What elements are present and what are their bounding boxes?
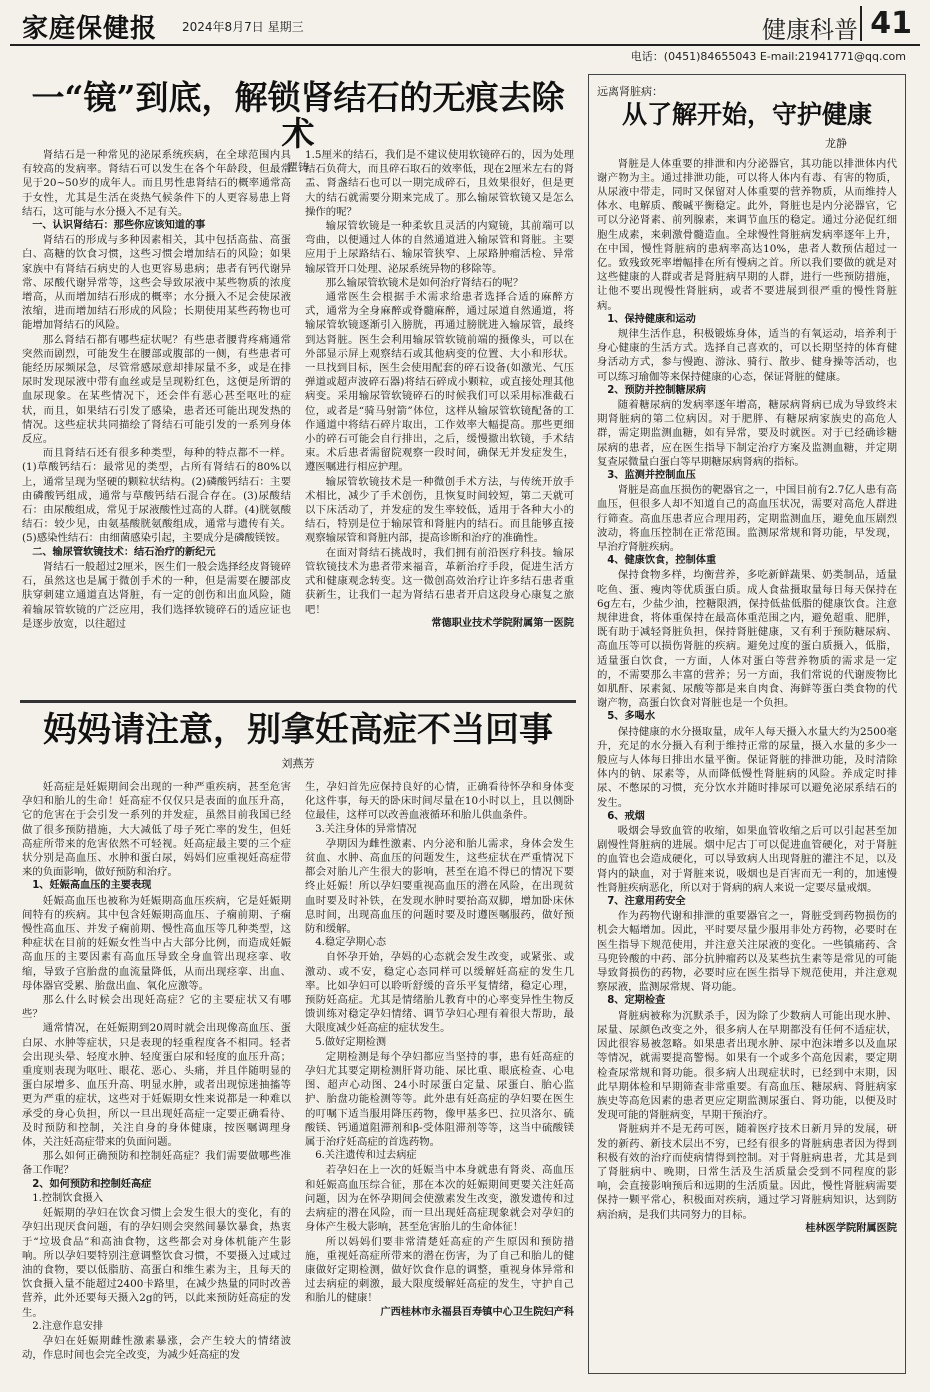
paragraph: 那么肾结石都有哪些症状呢？有些患者腰背疼痛通常突然而剧烈，可能发生在腰部或腹部的一侧，有些患者可能经历尿频尿急，尽管常感尿意却排尿量不多，或是在排尿时发现尿液中带有血丝或是呈现粉红色，这便是所谓的血尿现象。在某些情况下，还会伴有恶心甚至呕吐的症状，而且，如果结石引发了感染，患者还可能出现发热的情况。这些症状共同描绘了肾结石可能引发的一系列身体反应。: [22, 333, 291, 446]
paragraph: 保持食物多样，均衡营养，多吃新鲜蔬果、奶类制品，适量吃鱼、蛋、瘦肉等优质蛋白质。成人食盐摄取量每日每天保持在6g左右，少盐少油，控糖限酒，保持低盐低脂的健康饮食。注意规律进食，将体重保持在最高体重范围之内，避免超重、肥胖，既有助于减轻肾脏负担，保持肾脏健康，又有利于预防糖尿病、高血压等可以损伤肾脏的疾病。避免过度的蛋白质摄入，低脂，适量蛋白饮食，一方面，人体对蛋白等营养物质的需求是一定的，不需要那么丰富的营养；另一方面，我们常说的代谢废物比如肌酐、尿素氮、尿酸等都是来自肉食、海鲜等蛋白类食物的代谢产物，高蛋白饮食对肾脏也是一个负担。: [597, 569, 897, 710]
section-name: 健康科普: [762, 16, 858, 44]
article-column: [22, 780, 291, 1362]
source-credit: 广西桂林市永福县百寿镇中心卫生院妇产科: [380, 1306, 574, 1318]
paragraph: 妊娠期的孕妇在饮食习惯上会发生很大的变化，有的孕妇出现厌食问题，有的孕妇则会突然间暴饮暴食，热衷于“垃圾食品”和高油食物，这些都会对身体机能产生影响。所以孕妇要特别注意调整饮食习惯，不要摄入过咸过油的食物，要以低脂肪、高蛋白和维生素为主，且每天的饮食摄入量不能超过2400卡路里，在减少热量的同时改善营养，此外还要每天摄入2g的钙，以此来预防妊高症的发生。: [22, 1207, 291, 1319]
paragraph: 肾脏是人体重要的排泄和内分泌器官，其功能以排泄体内代谢产物为主。通过排泄功能，可以将人体内有毒、有害的物质，从尿液中带走，同时又保留对人体重要的营养物质，从而维持人体水、电解质、酸碱平衡稳定。此外，肾脏也是内分泌器官，它可以分泌肾素、前列腺素，来调节血压的稳定。通过分泌促红细胞生成素，来刺激骨髓造血。全球慢性肾脏病发病率逐年上升，在中国，慢性肾脏病的患病率高达10%，患者人数预估超过一亿。致残致死率增幅排在所有慢病之首。所以我们要做的就是对这些健康的人群或者是肾脏病早期的人群，进行一些预防措施，让他不要出现慢性肾脏病，或者不要进展到很严重的慢性肾脏病。: [597, 157, 897, 312]
article-title: 妈妈请注意，别拿妊高症不当回事: [43, 710, 553, 750]
subheading: 3、监测并控制血压: [607, 469, 696, 481]
paragraph: 那么输尿管软镜术是如何治疗肾结石的呢？: [325, 276, 524, 289]
paragraph: 孕妇在妊娠期雌性激素暴涨，会产生较大的情绪波动，作息时间也会完全改变，为减少妊高症的发: [22, 1334, 291, 1362]
paragraph: 那么什么时候会出现妊高症？它的主要症状又有哪些？: [22, 994, 291, 1021]
article-title: 从了解开始，守护健康: [621, 100, 872, 129]
publication-date: 2024年8月7日 星期三: [182, 20, 304, 34]
subheading: 5、多喝水: [607, 711, 656, 723]
paragraph: 肾结石是一种常见的泌尿系统疾病，在全球范围内具有较高的发病率。肾结石可以发生在各个年龄段，但最常见于20~50岁的成年人。而且男性患肾结石的概率通常高于女性，尤其是生活在炎热气候条件下的人更容易患上肾结石，这可能与水分摄入不足有关。: [22, 149, 291, 218]
article-author: 瞿铸: [287, 160, 309, 174]
paragraph: 妊高症是妊娠期间会出现的一种严重疾病，甚至危害孕妇和胎儿的生命！妊高症不仅仅只是表面的血压升高，它的危害在于会引发一系列的并发症，虽然目前我国已经做了很多预防措施，大大减低了母子死亡率的发生，但妊高症所带来的危害依然不可轻视。妊高症最主要的三个症状分别是高血压、水肿和蛋白尿，妈妈们应重视妊高症带来的负面影响，做好预防和治疗。: [22, 781, 291, 879]
paragraph: 输尿管软镜是一种柔软且灵活的内窥镜，其前端可以弯曲，以便通过人体的自然通道进入输尿管和肾脏。主要应用于上尿路结石、输尿管狭窄、上尿路肿瘤活检、异常输尿管开口处理、泌尿系统异物的移除等。: [305, 220, 574, 275]
article-title: 一“镜”到底，解锁肾结石的无痕去除术: [31, 78, 565, 154]
paragraph: 规律生活作息，积极锻炼身体，适当的有氧运动，培养利于身心健康的生活方式。选择自己喜欢的，可以长期坚持的体育健身活动方式，参与慢跑、游泳、骑行、散步、健身操等活动，也可以练习瑜伽等来保持健康的心态，保证肾脏的健康。: [597, 327, 897, 383]
sidebar-article-kidney-health: [588, 74, 906, 1374]
paragraph: 自怀孕开始，孕妈的心态就会发生改变，或紧张、或激动、或不安，稳定心态同样可以缓解妊高症的发生几率。比如孕妇可以聆听舒缓的音乐平复情绪，稳定心理，预防妊高症。尤其是情绪胎儿教育中的心率变异性生物反馈训练对稳定孕妇情绪、调节孕妇心理有着很大帮助，最大限度减少妊高症的症状发生。: [305, 951, 574, 1035]
paragraph: 而且肾结石还有很多种类型，每种的特点都不一样。(1)草酸钙结石：最常见的类型，占所有肾结石的80%以上，通常呈现为坚硬的颗粒状结构。(2)磷酸钙结石：主要由磷酸钙组成，通常与草酸钙结石混合存在。(3)尿酸结石：由尿酸组成，常见于尿液酸性过高的人群。(4)胱氨酸结石：较少见，由氨基酸胱氨酸组成，通常与遗传有关。(5)感染性结石：由细菌感染引起，主要成分是磷酸镁铵。: [22, 447, 291, 545]
paragraph: 妊娠高血压也被称为妊娠期高血压疾病，它是妊娠期间特有的疾病。其中包含妊娠期高血压、子痫前期、子痫慢性高血压、并发子痫前期、慢性高血压等几种类型，这种症状在目前的妊娠女性当中占大部分比例，而造成妊娠高血压的主要因素有高血压导致全身血管出现痉挛、收缩，导致子宫胎盘的血流量降低，从而出现痉挛、出血、母体器官受累、胎盘出血、氧化应激等。: [22, 894, 291, 992]
subheading: 2、预防并控制糖尿病: [607, 384, 706, 396]
article-author: 龙静: [825, 136, 847, 150]
masthead: [10, 6, 920, 44]
article-column: [22, 148, 291, 631]
subheading: 1、保持健康和运动: [607, 313, 696, 325]
paragraph: 通常医生会根据手术需求给患者选择合适的麻醉方式，通常为全身麻醉或脊髓麻醉，通过尿道自然通道，将输尿管软镜逐渐引入膀胱，再通过膀胱进入输尿管，最终到达肾脏。医生会利用输尿管软镜前端的摄像头，可以在外部显示屏上观察结石或其他病变的位置、大小和形状。一旦找到目标，医生会使用配套的碎石设备(如激光、气压弹道或超声波碎石器)将结石碎成小颗粒，或直接处理其他病变。采用输尿管软镜碎石的时候我们可以采用标准截石位，或者是“骑马射箭”体位，这样从输尿管软镜配备的工作通道中将结石碎片取出，工作效率大幅提高。那些更细小的碎石可能会自行排出，之后，缓慢撤出软镜，手术结束。术后患者需留院观察一段时间，确保无并发症发生，遵医嘱进行相应护理。: [305, 291, 574, 474]
paragraph: 肾脏是高血压损伤的靶器官之一，中国目前有2.7亿人患有高血压，但很多人却不知道自己的高血压状况，需要对高危人群进行筛查。高血压患者应合理用药，定期监测血压，避免血压剧烈波动，将血压控制在正常范围。监测尿常规和肾功能，早发现，早治疗肾脏疾病。: [597, 484, 897, 553]
subheading: 1.控制饮食摄入: [32, 1192, 104, 1204]
article-column: [305, 780, 574, 1362]
subheading: 一、认识肾结石：那些你应该知道的事: [32, 220, 206, 232]
paragraph: 吸烟会导致血管的收缩，如果血管收缩之后可以引起甚至加剧慢性肾脏病的进展。烟中尼古丁可以促进血管硬化，对于肾脏的血管也会造成硬化，可以导致病人出现肾脏的灌注不足，以及肾内的缺血，对于肾脏来说，吸烟也是百害而无一利的，加速慢性肾脏疾病恶化，所以对于肾病的病人来说一定要尽量戒烟。: [597, 825, 897, 894]
article-author: 刘燕芳: [281, 757, 315, 771]
article-columns: [22, 780, 574, 1362]
subheading: 6、戒烟: [607, 810, 645, 822]
section-divider: [20, 700, 576, 703]
subheading: 5.做好定期检测: [315, 1036, 387, 1048]
contact-info: 电话：(0451)84655043 E-mail:21941771@qq.com: [630, 50, 906, 63]
source-credit: 常德职业技术学院附属第一医院: [431, 617, 574, 629]
article-pregnancy-hypertension: [22, 708, 574, 1378]
paragraph: 作为药物代谢和排泄的重要器官之一，肾脏受到药物损伤的机会大幅增加。因此，平时要尽量少服用非处方药物，必要时在医生指导下规范使用，并注意关注尿液的变化。一些镇痛药、含马兜铃酸的中药、部分抗肿瘤药以及某些抗生素等是常见的可能导致肾损伤的药物，必要时应在医生指导下规范使用，并注意观察尿液，监测尿常规、肾功能。: [597, 910, 897, 994]
subheading: 6.关注遗传和过去病症: [315, 1150, 417, 1162]
article-column: [305, 148, 574, 631]
paragraph: 肾结石的形成与多种因素相关，其中包括高盐、高蛋白、高糖的饮食习惯，这些习惯会增加结石的风险；如果家族中有肾结石病史的人也更容易患病；患者有钙代谢异常、尿酸代谢异常等，这些会导致尿液中某些物质的浓度增高，从而增加结石形成的概率；水分摄入不足会使尿液浓缩，进而增加结石形成的风险；长期使用某些药物也可能增加肾结石的风险。: [22, 234, 291, 332]
article-columns: [22, 148, 574, 631]
paragraph: 肾脏病并不是无药可医，随着医疗技术日新月异的发展，研发的新药、新技术层出不穷，已经有很多的肾脏病患者因为得到积极有效的治疗而使病情得到控制。对于肾脏病患者，尤其是到了肾脏病中、晚期，日常生活及生活质量会受到不同程度的影响，会直接影响预后和远期的生活质量。因此，慢性肾脏病需要保持一颗平常心，积极面对疾病，通过学习肾脏病知识，达到防病治病，是我们共同努力的目标。: [597, 1123, 897, 1221]
paragraph: 孕期因为雌性激素、内分泌和胎儿需求，身体会发生贫血、水肿、高血压的问题发生，这些症状在严重情况下都会对胎儿产生很大的影响，甚至在追不得已的情况下要终止妊娠！所以孕妇要重视高血压的潜在风险，在出现贫血时要及时补铁，在发现水肿时要抬高双脚，增加卧床休息时间，出现高血压的问题时要及时遵医嘱服药，做好预防和缓解。: [305, 837, 574, 936]
subheading: 1、妊娠高血压的主要表现: [32, 880, 152, 892]
paragraph: 若孕妇在上一次的妊娠当中本身就患有肾炎、高血压和妊娠高血压综合征，那在本次的妊娠期间更要关注妊高问题，因为在怀孕期间会使激素发生改变，激发遗传和过去病症的潜在风险，而一旦出现妊高症现象就会对孕妇的身体产生极大影响，甚至危害胎儿的生命体征！: [305, 1164, 574, 1234]
paragraph: 生，孕妇首先应保持良好的心情，正确看待怀孕和身体变化这件事，每天的卧床时间尽量在10小时以上，且以侧卧位最佳，这样可以改善血液循环和胎儿供血条件。: [305, 781, 574, 822]
subheading: 8、定期检查: [607, 995, 666, 1007]
paragraph: 肾脏病被称为沉默杀手，因为除了少数病人可能出现水肿、尿量、尿颜色改变之外，很多病人在早期都没有任何不适症状，因此很容易被忽略。如果患者出现水肿、尿中泡沫增多以及血尿等情况，就需要提高警惕。如果有一个或多个高危因素，要定期检查尿常规和肾功能。很多病人出现症状时，已经到中末期，因此早期体检和早期筛查非常重要。有高血压、糖尿病、肾脏病家族史等高危因素的患者更应定期监测尿蛋白、肾功能，以便及时发现可能的肾脏病变，早期干预治疗。: [597, 1009, 897, 1122]
subheading: 2.注意作息安排: [32, 1320, 104, 1332]
paragraph: 那么如何正确预防和控制妊高症？我们需要做哪些准备工作呢？: [22, 1150, 291, 1177]
subheading: 4.稳定孕期心态: [315, 937, 387, 949]
subheading: 3.关注身体的异常情况: [315, 823, 417, 835]
paragraph: 肾结石一般超过2厘米，医生们一般会选择经皮肾镜碎石，虽然这也是属于微创手术的一种，但是需要在腰部皮肤穿刺建立通道直达肾脏，有一定的创伤和出血风险，随着输尿管软镜的广泛应用，我们选择软镜碎石的适应证也是逐步放宽，以往超过: [22, 560, 291, 630]
page-number: 41: [860, 6, 912, 41]
article-body: [597, 157, 897, 1236]
subheading: 4、健康饮食，控制体重: [607, 555, 717, 567]
paragraph: 在面对肾结石挑战时，我们拥有前沿医疗科技。输尿管软镜技术为患者带来福音，革新治疗手段，促进生活方式和健康观念转变。这一微创高效治疗让许多结石患者重获新生，让我们一起为肾结石患者开启这段身心康复之旅吧！: [305, 546, 574, 616]
source-credit: 桂林医学院附属医院: [805, 1222, 897, 1234]
subheading: 7、注意用药安全: [607, 896, 686, 908]
paragraph: 输尿管软镜技术是一种微创手术方法，与传统开放手术相比，减少了手术创伤，且恢复时间较短，第二天就可以下床活动了，并发症的发生率较低，适用于各种大小的结石，特别是位于输尿管和肾脏内的结石。而且能够直接观察输尿管和肾脏内部，提高诊断和治疗的准确性。: [305, 475, 574, 545]
paragraph: 通常情况，在妊娠期到20周时就会出现像高血压、蛋白尿、水肿等症状，只是表现的轻重程度各不相同。轻者会出现头晕、轻度水肿、轻度蛋白尿和轻度的血压升高；重度则表现为呕吐、眼花、恶心、头痛，并且伴随明显的蛋白尿增多、血压升高、明显水肿，或者出现惊迷抽搐等更为严重的症状，这些对于妊娠期女性来说都是一种难以承受的身心负担，所以一旦出现妊高症一定要正确看待、及时预防和控制，关注自身的身体健康，按医嘱调理身体，关注妊高症带来的负面问题。: [22, 1022, 291, 1149]
article-kicker: 远离肾脏病：: [597, 85, 663, 98]
subheading: 2、如何预防和控制妊高症: [32, 1178, 152, 1190]
subheading: 二、输尿管软镜技术：结石治疗的新纪元: [32, 546, 216, 558]
paragraph: 保持健康的水分摄取量，成年人每天摄入水量大约为2500毫升，充足的水分摄入有利于维持正常的尿量，摄入水量的多少一般应与人体每日排出水量平衡。保证肾脏的排泄功能，及时清除体内的钠、尿素等，从而降低慢性肾脏病的风险。养成定时排尿、不憋尿的习惯，充分饮水并随时排尿可以避免泌尿系结石的发生。: [597, 725, 897, 809]
paragraph: 所以妈妈们要非常清楚妊高症的产生原因和预防措施，重视妊高症所带来的潜在伤害，为了自己和胎儿的健康做好定期检测，做好饮食作息的调整，重视身体异常和过去病症的刺激，最大限度缓解妊高症的发生，守护自己和胎儿的健康！: [305, 1235, 574, 1305]
paragraph: 1.5厘米的结石，我们是不建议使用软镜碎石的，因为处理结石负荷大，而且碎石取石的效率低，现在2厘米左右的肾盂、肾盏结石也可以一期完成碎石，且效果很好，但是更大的结石就需要分期来完成了。那么输尿管软镜又是怎么操作的呢？: [305, 149, 574, 218]
paper-name: 家庭保健报: [22, 14, 158, 44]
paragraph: 随着糖尿病的发病率逐年增高，糖尿病肾病已成为导致终末期肾脏病的第二位病因。对于肥胖、有糖尿病家族史的高危人群，需定期监测血糖，如有异常，要及时就医。对于已经确诊糖尿病的患者，应在医生指导下制定治疗方案及监测血糖，并定期复查尿微量白蛋白等早期糖尿病肾病的指标。: [597, 398, 897, 468]
masthead-rule: [10, 44, 920, 46]
article-kidney-stones: [22, 66, 574, 686]
paragraph: 定期检测是每个孕妇都应当坚持的事，患有妊高症的孕妇尤其要定期检测肝肾功能、尿比重、眼底检查、心电图、超声心动图、24小时尿蛋白定量、尿蛋白、胎心监护、胎盘功能检测等等。此外患有妊高症的孕妇要在医生的叮嘱下适当服用降压药物，像甲基多巴、拉贝洛尔、硫酸镁、钙通道阻滞剂和β-受体阻滞剂等等，这当中硫酸镁属于治疗妊高症的首选药物。: [305, 1050, 574, 1149]
